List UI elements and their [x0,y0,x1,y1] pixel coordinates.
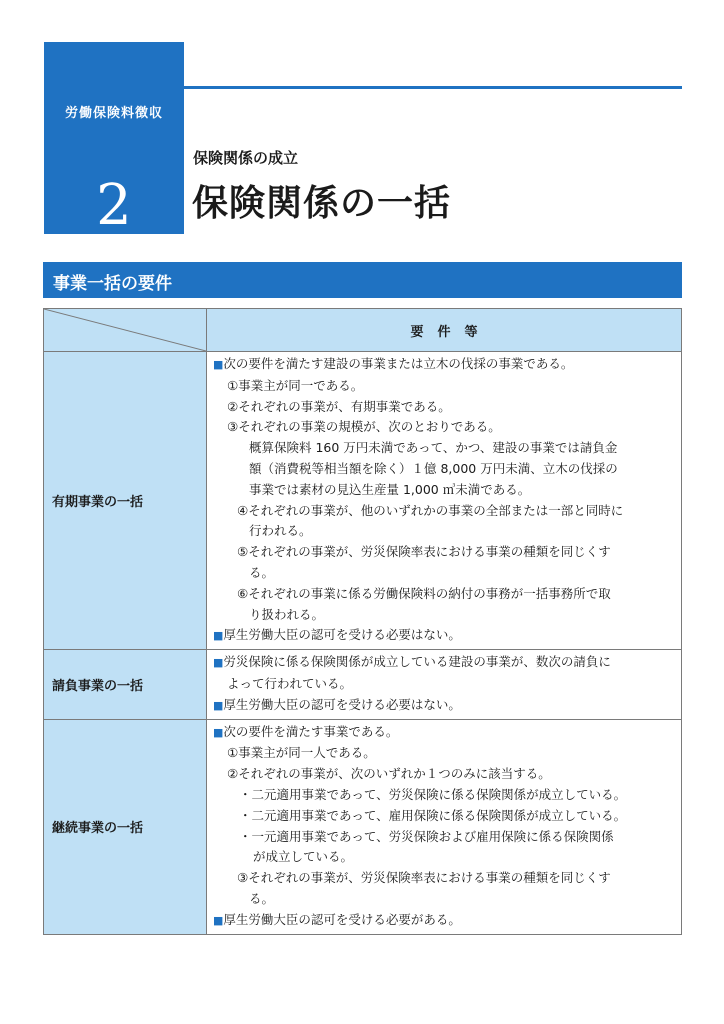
list-item: る。 [249,890,275,906]
square-bullet-icon: ■ [213,358,224,371]
list-item: ①事業主が同一である。 [227,377,364,393]
square-bullet-icon: ■ [213,698,224,712]
list-item: ④それぞれの事業が、他のいずれかの事業の全部または一部と同時に [237,502,624,518]
list-item: ・二元適用事業であって、労災保険に係る保険関係が成立している。 [239,786,627,802]
list-item: ①事業主が同一人である。 [227,745,376,761]
row-header: 継続事業の一括 [44,719,207,934]
list-item: ③それぞれの事業の規模が、次のとおりである。 [227,419,501,435]
list-item: り扱われる。 [249,606,325,622]
list-item: 行われる。 [249,523,312,539]
column-header: 要件等 [207,309,682,352]
list-item: 概算保険料 160 万円未満であって、かつ、建設の事業では請負金 [249,440,618,456]
list-item: ・一元適用事業であって、労災保険および雇用保険に係る保険関係 [239,828,614,844]
list-item: ⑥それぞれの事業に係る労働保険料の納付の事務が一括事務所で取 [237,585,611,601]
list-item: ■厚生労働大臣の認可を受ける必要はない。 [213,627,461,643]
page-title: 保険関係の一括 [192,183,452,224]
corner-cell [44,309,207,352]
table-row [44,352,682,650]
list-item: ②それぞれの事業が、次のいずれか１つのみに該当する。 [227,766,551,782]
chapter-number: 2 [96,173,132,238]
list-item: よって行われている。 [227,675,353,691]
square-bullet-icon: ■ [213,656,224,670]
section-heading-bar [43,262,682,298]
row-content [207,719,682,934]
row-header: 請負事業の一括 [44,650,207,719]
list-item: ②それぞれの事業が、有期事業である。 [227,398,451,414]
list-item: 事業では素材の見込生産量 1,000 ㎥未満である。 [249,481,531,497]
list-item: ■労災保険に係る保険関係が成立している建設の事業が、数次の請負に [213,654,611,670]
square-bullet-icon: ■ [213,629,224,643]
chapter-label: 労働保険料徴収 [64,106,163,121]
page-subtitle: 保険関係の成立 [193,149,299,167]
table-row [44,719,682,934]
diagonal-line [44,309,206,351]
list-item: ■厚生労働大臣の認可を受ける必要がある。 [213,911,461,927]
row-content [207,352,682,650]
list-item: ■次の要件を満たす事業である。 [213,723,399,739]
table-row [44,650,682,719]
list-item: ⑤それぞれの事業が、労災保険率表における事業の種類を同じくす [237,544,611,560]
list-item: ③それぞれの事業が、労災保険率表における事業の種類を同じくす [237,870,611,886]
square-bullet-icon: ■ [213,913,224,927]
row-content [207,650,682,719]
requirements-table [43,308,682,935]
table-header-row [44,309,682,352]
list-item: ■厚生労働大臣の認可を受ける必要はない。 [213,696,461,712]
list-item: ・二元適用事業であって、雇用保険に係る保険関係が成立している。 [239,807,627,823]
section-heading: 事業一括の要件 [53,274,172,294]
list-item: 額（消費税等相当額を除く）１億 8,000 万円未満、立木の伐採の [249,460,618,476]
list-item: る。 [249,564,275,580]
list-item: ■次の要件を満たす建設の事業または立木の伐採の事業である。 [213,356,574,371]
header-rule [184,86,682,89]
chapter-box [44,42,184,238]
row-header: 有期事業の一括 [44,352,207,650]
list-item: が成立している。 [253,849,354,865]
square-bullet-icon: ■ [213,725,224,739]
